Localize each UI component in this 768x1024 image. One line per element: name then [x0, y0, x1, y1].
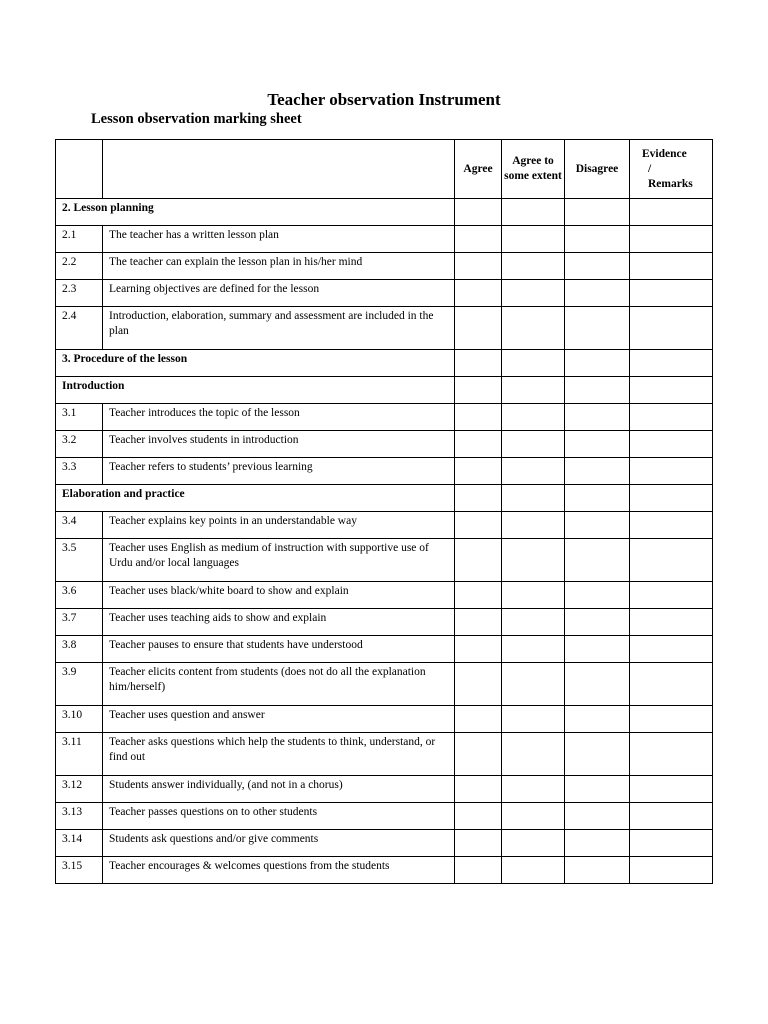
evidence-remarks-cell[interactable]	[630, 350, 713, 377]
item-number: 3.5	[56, 539, 103, 582]
document-title: Teacher observation Instrument	[267, 90, 501, 109]
item-description: Teacher refers to students’ previous learning	[103, 458, 455, 485]
agree-cell[interactable]	[455, 307, 502, 350]
section-label: 2. Lesson planning	[56, 199, 455, 226]
disagree-cell[interactable]	[565, 512, 630, 539]
disagree-cell[interactable]	[565, 539, 630, 582]
item-description: The teacher can explain the lesson plan in his/her mind	[103, 253, 455, 280]
table-row	[56, 733, 713, 776]
item-description: Teacher uses black/white board to show and explain	[103, 582, 455, 609]
table-row	[56, 512, 713, 539]
disagree-cell[interactable]	[565, 733, 630, 776]
agree-some-extent-cell[interactable]	[502, 636, 565, 663]
item-description: Learning objectives are defined for the lesson	[103, 280, 455, 307]
agree-cell[interactable]	[455, 582, 502, 609]
table-row	[56, 404, 713, 431]
evidence-remarks-cell[interactable]	[630, 512, 713, 539]
agree-cell[interactable]	[455, 636, 502, 663]
item-number: 3.12	[56, 776, 103, 803]
item-description: The teacher has a written lesson plan	[103, 226, 455, 253]
item-description: Teacher involves students in introduction	[103, 431, 455, 458]
evidence-remarks-cell[interactable]	[630, 830, 713, 857]
header-num-cell	[56, 140, 103, 199]
section-header-row	[56, 199, 713, 226]
section-label: 3. Procedure of the lesson	[56, 350, 455, 377]
disagree-cell[interactable]	[565, 280, 630, 307]
table-row	[56, 539, 713, 582]
agree-cell[interactable]	[455, 350, 502, 377]
item-number: 3.2	[56, 431, 103, 458]
evidence-remarks-cell[interactable]	[630, 307, 713, 350]
evidence-remarks-cell[interactable]	[630, 404, 713, 431]
item-description: Teacher encourages & welcomes questions from the students	[103, 857, 455, 884]
disagree-cell[interactable]	[565, 636, 630, 663]
table-row	[56, 857, 713, 884]
agree-cell[interactable]	[455, 663, 502, 706]
agree-some-extent-cell[interactable]	[502, 226, 565, 253]
evidence-remarks-cell[interactable]	[630, 706, 713, 733]
agree-some-extent-cell[interactable]	[502, 377, 565, 404]
item-number: 3.11	[56, 733, 103, 776]
agree-some-extent-cell[interactable]	[502, 458, 565, 485]
table-row	[56, 636, 713, 663]
evidence-remarks-cell[interactable]	[630, 485, 713, 512]
table-row	[56, 431, 713, 458]
table-row	[56, 226, 713, 253]
agree-cell[interactable]	[455, 253, 502, 280]
agree-cell[interactable]	[455, 733, 502, 776]
document-subtitle: Lesson observation marking sheet	[91, 111, 302, 127]
item-description: Students answer individually, (and not in a chorus)	[103, 776, 455, 803]
disagree-cell[interactable]	[565, 776, 630, 803]
agree-some-extent-cell[interactable]	[502, 307, 565, 350]
item-description: Teacher asks questions which help the students to think, understand, or find out	[103, 733, 455, 776]
item-number: 3.9	[56, 663, 103, 706]
agree-some-extent-cell[interactable]	[502, 512, 565, 539]
evidence-remarks-cell[interactable]	[630, 803, 713, 830]
agree-some-extent-cell[interactable]	[502, 706, 565, 733]
evidence-remarks-cell[interactable]	[630, 226, 713, 253]
table-row	[56, 458, 713, 485]
agree-some-extent-cell[interactable]	[502, 431, 565, 458]
agree-cell[interactable]	[455, 609, 502, 636]
evidence-remarks-cell[interactable]	[630, 582, 713, 609]
item-number: 3.1	[56, 404, 103, 431]
agree-some-extent-cell[interactable]	[502, 199, 565, 226]
table-row	[56, 803, 713, 830]
agree-cell[interactable]	[455, 280, 502, 307]
observation-table	[55, 139, 713, 884]
table-row	[56, 253, 713, 280]
item-description: Students ask questions and/or give comments	[103, 830, 455, 857]
item-description: Teacher pauses to ensure that students have understood	[103, 636, 455, 663]
disagree-cell[interactable]	[565, 609, 630, 636]
evidence-remarks-cell[interactable]	[630, 857, 713, 884]
agree-some-extent-cell[interactable]	[502, 404, 565, 431]
disagree-cell[interactable]	[565, 485, 630, 512]
agree-some-extent-cell[interactable]	[502, 609, 565, 636]
item-description: Teacher passes questions on to other students	[103, 803, 455, 830]
agree-some-extent-cell[interactable]	[502, 253, 565, 280]
disagree-cell[interactable]	[565, 377, 630, 404]
header-evidence-separator: /	[648, 162, 652, 175]
evidence-remarks-cell[interactable]	[630, 609, 713, 636]
item-number: 2.3	[56, 280, 103, 307]
item-number: 3.7	[56, 609, 103, 636]
header-evidence-remarks	[630, 140, 713, 199]
agree-cell[interactable]	[455, 539, 502, 582]
disagree-cell[interactable]	[565, 404, 630, 431]
agree-some-extent-cell[interactable]	[502, 776, 565, 803]
evidence-remarks-cell[interactable]	[630, 280, 713, 307]
section-label: Introduction	[56, 377, 455, 404]
agree-cell[interactable]	[455, 706, 502, 733]
evidence-remarks-cell[interactable]	[630, 663, 713, 706]
item-number: 3.13	[56, 803, 103, 830]
item-number: 2.1	[56, 226, 103, 253]
section-label: Elaboration and practice	[56, 485, 455, 512]
agree-cell[interactable]	[455, 485, 502, 512]
evidence-remarks-cell[interactable]	[630, 431, 713, 458]
evidence-remarks-cell[interactable]	[630, 733, 713, 776]
item-number: 3.10	[56, 706, 103, 733]
evidence-remarks-cell[interactable]	[630, 199, 713, 226]
table-row	[56, 830, 713, 857]
disagree-cell[interactable]	[565, 226, 630, 253]
agree-some-extent-cell[interactable]	[502, 350, 565, 377]
disagree-cell[interactable]	[565, 431, 630, 458]
section-header-row	[56, 350, 713, 377]
item-description: Teacher uses English as medium of instruction with supportive use of Urdu and/or local languages	[103, 539, 455, 582]
evidence-remarks-cell[interactable]	[630, 377, 713, 404]
agree-some-extent-cell[interactable]	[502, 803, 565, 830]
table-header-row	[56, 140, 713, 199]
agree-some-extent-cell[interactable]	[502, 830, 565, 857]
item-number: 3.3	[56, 458, 103, 485]
item-description: Teacher explains key points in an understandable way	[103, 512, 455, 539]
disagree-cell[interactable]	[565, 458, 630, 485]
agree-cell[interactable]	[455, 776, 502, 803]
agree-some-extent-cell[interactable]	[502, 857, 565, 884]
item-description: Teacher elicits content from students (does not do all the explanation him/herself)	[103, 663, 455, 706]
table-row	[56, 663, 713, 706]
agree-cell[interactable]	[455, 857, 502, 884]
header-evidence: Evidence	[642, 147, 687, 160]
header-desc-cell	[103, 140, 455, 199]
evidence-remarks-cell[interactable]	[630, 776, 713, 803]
agree-some-extent-cell[interactable]	[502, 733, 565, 776]
item-number: 3.15	[56, 857, 103, 884]
table-row	[56, 307, 713, 350]
item-number: 3.14	[56, 830, 103, 857]
disagree-cell[interactable]	[565, 199, 630, 226]
agree-cell[interactable]	[455, 404, 502, 431]
agree-some-extent-cell[interactable]	[502, 539, 565, 582]
header-agree-some-extent: Agree to some extent	[502, 140, 565, 199]
agree-cell[interactable]	[455, 512, 502, 539]
disagree-cell[interactable]	[565, 830, 630, 857]
table-row	[56, 582, 713, 609]
item-description: Teacher uses teaching aids to show and explain	[103, 609, 455, 636]
item-number: 2.4	[56, 307, 103, 350]
disagree-cell[interactable]	[565, 253, 630, 280]
agree-cell[interactable]	[455, 803, 502, 830]
item-description: Teacher introduces the topic of the lesson	[103, 404, 455, 431]
disagree-cell[interactable]	[565, 663, 630, 706]
disagree-cell[interactable]	[565, 582, 630, 609]
agree-some-extent-cell[interactable]	[502, 582, 565, 609]
agree-cell[interactable]	[455, 830, 502, 857]
agree-some-extent-cell[interactable]	[502, 280, 565, 307]
item-number: 3.4	[56, 512, 103, 539]
section-header-row	[56, 485, 713, 512]
evidence-remarks-cell[interactable]	[630, 458, 713, 485]
agree-cell[interactable]	[455, 458, 502, 485]
agree-cell[interactable]	[455, 377, 502, 404]
agree-some-extent-cell[interactable]	[502, 485, 565, 512]
item-number: 3.8	[56, 636, 103, 663]
evidence-remarks-cell[interactable]	[630, 636, 713, 663]
header-disagree: Disagree	[565, 140, 630, 199]
table-row	[56, 609, 713, 636]
item-description: Teacher uses question and answer	[103, 706, 455, 733]
evidence-remarks-cell[interactable]	[630, 253, 713, 280]
disagree-cell[interactable]	[565, 307, 630, 350]
agree-cell[interactable]	[455, 226, 502, 253]
header-agree: Agree	[455, 140, 502, 199]
agree-cell[interactable]	[455, 431, 502, 458]
item-number: 3.6	[56, 582, 103, 609]
agree-cell[interactable]	[455, 199, 502, 226]
evidence-remarks-cell[interactable]	[630, 539, 713, 582]
item-description: Introduction, elaboration, summary and assessment are included in the plan	[103, 307, 455, 350]
section-header-row	[56, 377, 713, 404]
header-remarks: Remarks	[648, 177, 693, 190]
table-row	[56, 776, 713, 803]
table-row	[56, 706, 713, 733]
disagree-cell[interactable]	[565, 803, 630, 830]
table-row	[56, 280, 713, 307]
disagree-cell[interactable]	[565, 857, 630, 884]
agree-some-extent-cell[interactable]	[502, 663, 565, 706]
disagree-cell[interactable]	[565, 706, 630, 733]
item-number: 2.2	[56, 253, 103, 280]
disagree-cell[interactable]	[565, 350, 630, 377]
